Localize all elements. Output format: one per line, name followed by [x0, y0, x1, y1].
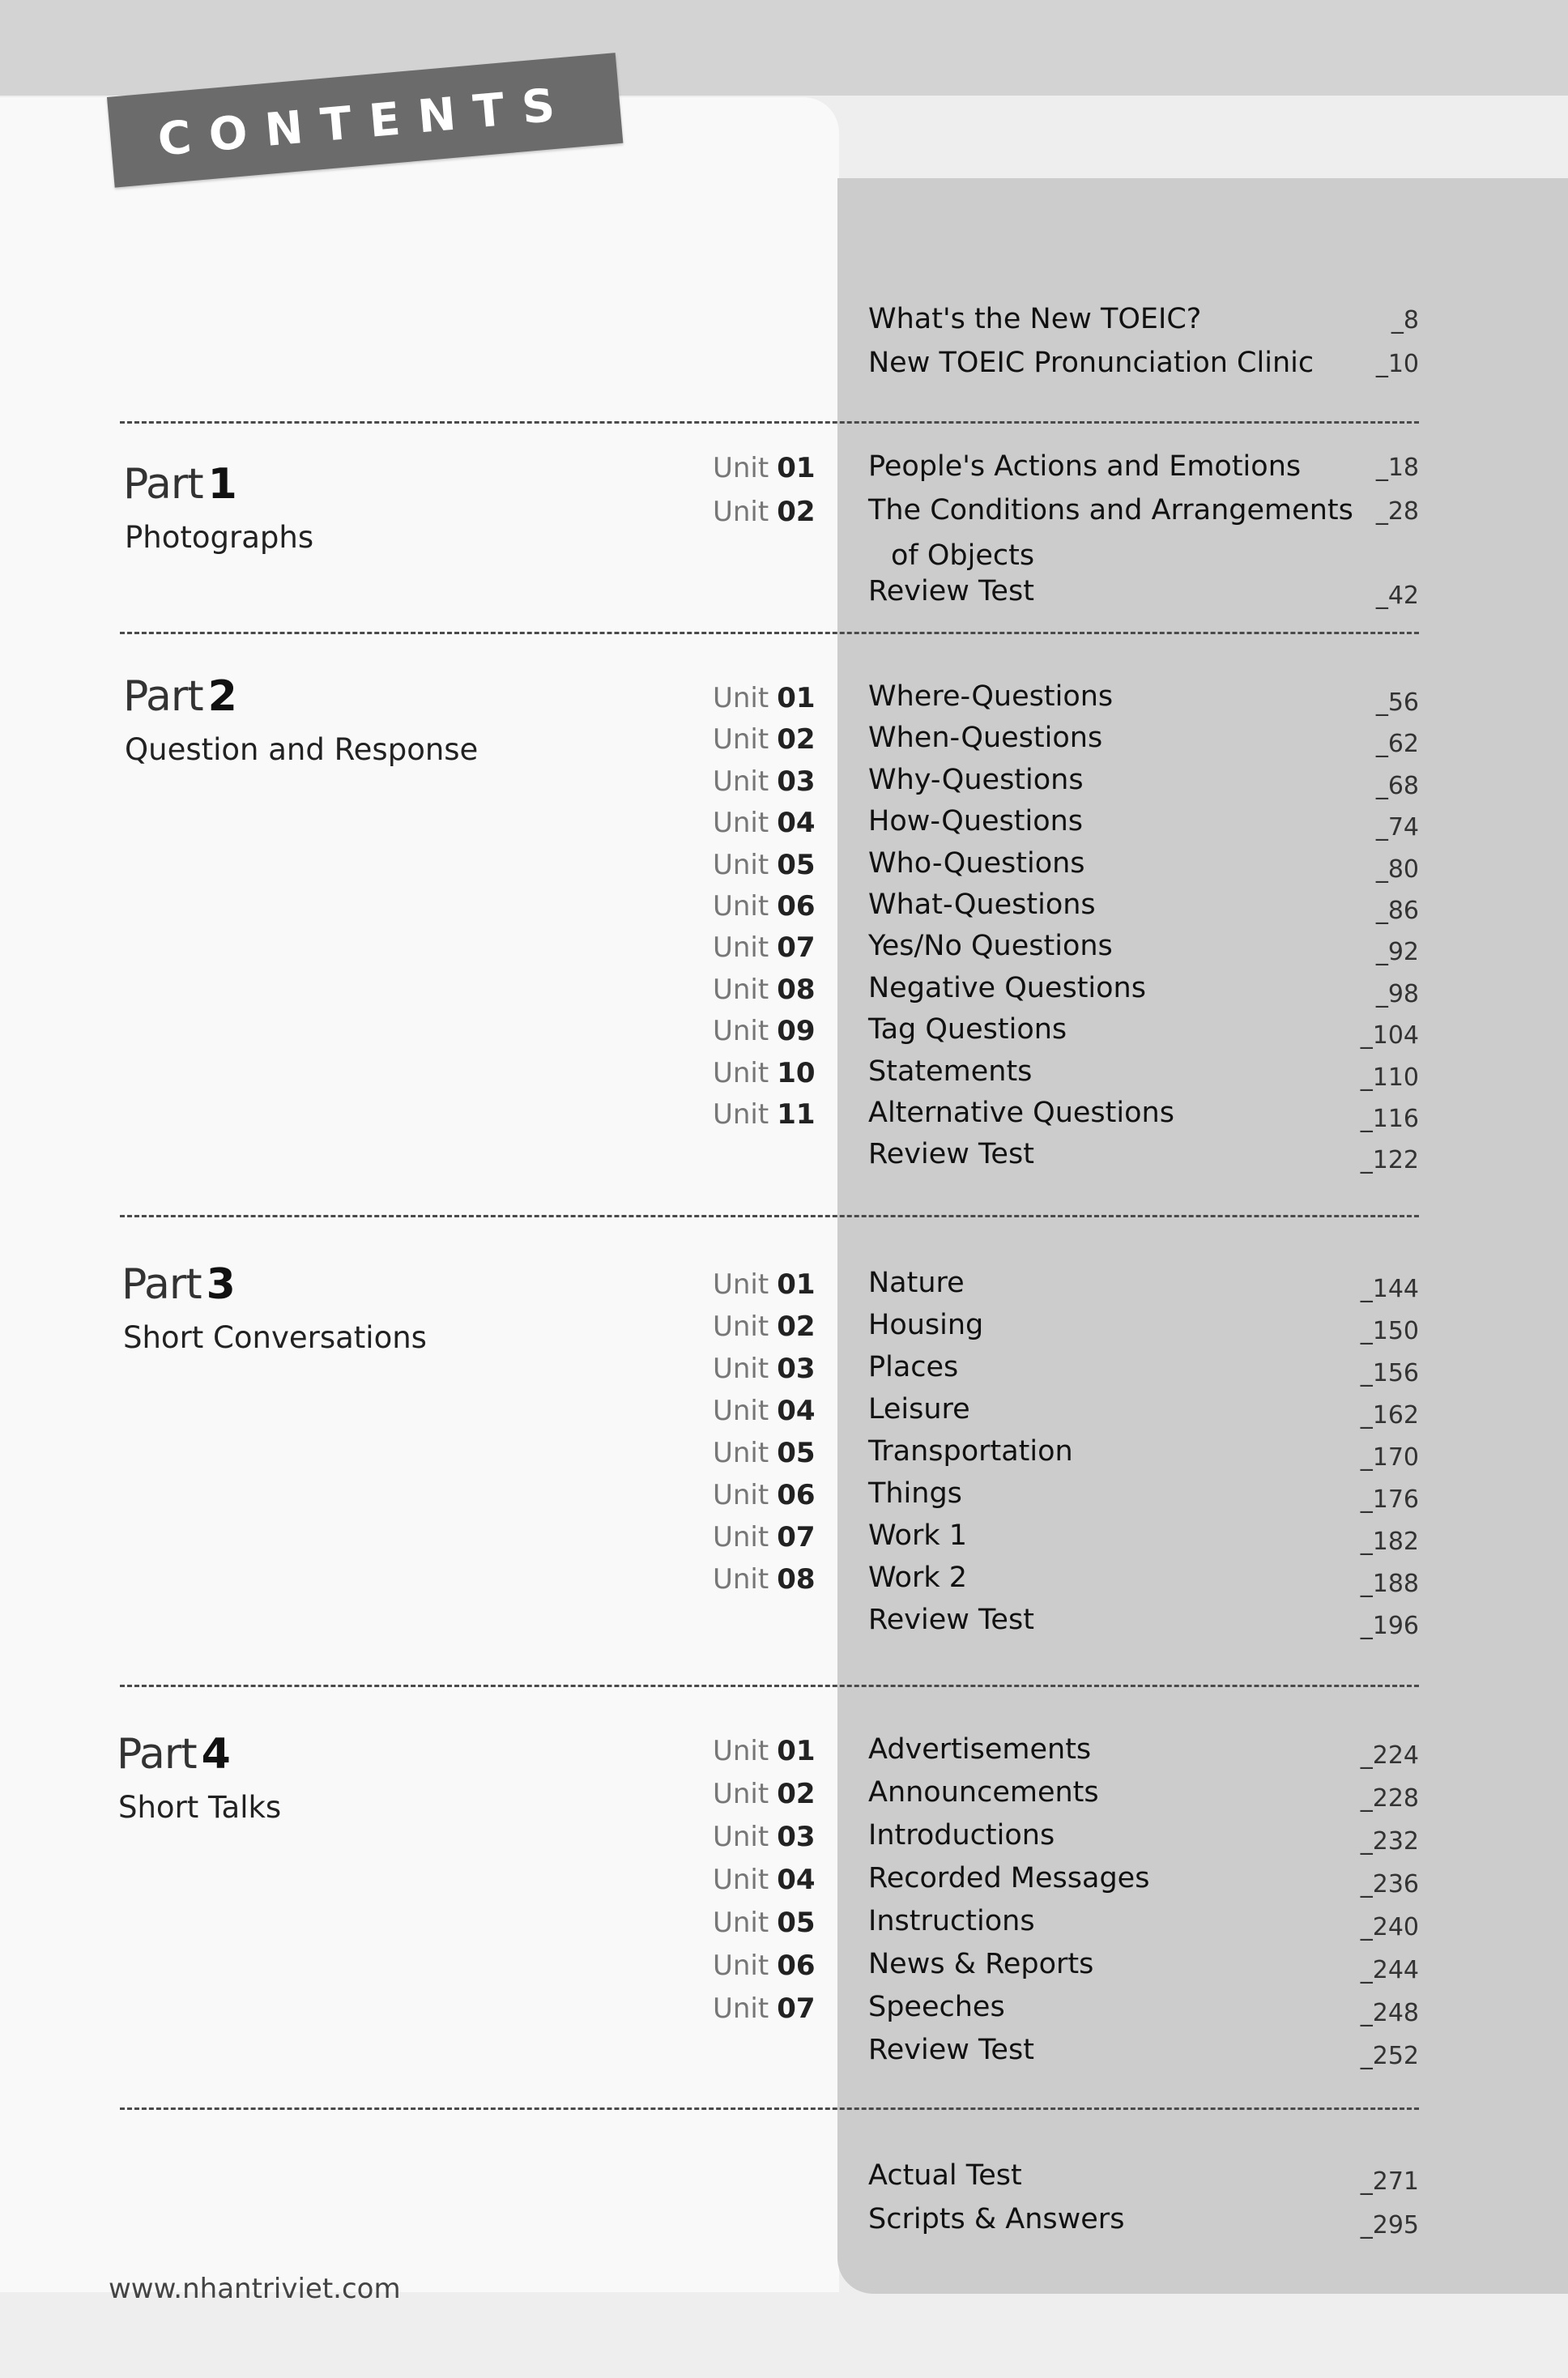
review-test-title: Review Test — [868, 575, 1034, 607]
part-title — [121, 1260, 235, 1309]
unit-word: Unit — [713, 1353, 769, 1385]
unit-word: Unit — [713, 1864, 769, 1896]
toc-page-number: _ 116 — [1356, 1105, 1419, 1133]
unit-number: 03 — [777, 1821, 816, 1853]
section-divider — [120, 632, 1419, 634]
toc-page-number: _ 248 — [1356, 1999, 1419, 2027]
toc-entry-title: Alternative Questions — [868, 1097, 1174, 1129]
unit-label — [713, 1268, 818, 1301]
unit-label — [713, 1864, 818, 1896]
toc-entry-title: Advertisements — [868, 1733, 1092, 1766]
toc-page-number: _ 74 — [1356, 813, 1419, 842]
unit-label — [713, 974, 818, 1006]
toc-page-number: _ 104 — [1356, 1021, 1419, 1050]
unit-word: Unit — [713, 1950, 769, 1982]
toc-page-number: _ 182 — [1356, 1528, 1419, 1556]
unit-number: 07 — [777, 1521, 816, 1553]
unit-word: Unit — [713, 1015, 769, 1047]
toc-page-number: _ 92 — [1356, 938, 1419, 966]
unit-word: Unit — [713, 1437, 769, 1469]
unit-word: Unit — [713, 1992, 769, 2025]
toc-entry-title: News & Reports — [868, 1948, 1094, 1980]
unit-number: 04 — [777, 807, 816, 839]
toc-page-number: _ 144 — [1356, 1275, 1419, 1303]
unit-word: Unit — [713, 807, 769, 839]
unit-number: 02 — [777, 1778, 816, 1810]
section-divider — [120, 421, 1419, 424]
toc-entry-title: Places — [868, 1351, 959, 1383]
review-test-title: Review Test — [868, 1138, 1034, 1170]
unit-label — [713, 1735, 818, 1767]
unit-label — [713, 1479, 818, 1511]
part-subtitle: Short Conversations — [123, 1320, 427, 1355]
toc-entry-title: Yes/No Questions — [868, 930, 1113, 962]
unit-number: 04 — [777, 1864, 816, 1896]
part-subtitle: Question and Response — [125, 732, 479, 767]
toc-entry-title: Introductions — [868, 1819, 1055, 1852]
unit-label — [713, 1992, 818, 2025]
unit-label — [713, 496, 818, 528]
unit-number: 05 — [777, 1907, 816, 1939]
unit-number: 03 — [777, 765, 816, 798]
section-divider — [120, 2107, 1419, 2110]
unit-number: 04 — [777, 1395, 816, 1427]
unit-number: 01 — [777, 1268, 816, 1301]
toc-page-number: _ 236 — [1356, 1870, 1419, 1899]
unit-word: Unit — [713, 1310, 769, 1343]
toc-entry-title: How-Questions — [868, 805, 1084, 837]
unit-label — [713, 890, 818, 923]
toc-entry-title: Leisure — [868, 1393, 970, 1426]
toc-entry-title: Actual Test — [868, 2159, 1022, 2192]
toc-page-number: _ 42 — [1356, 582, 1419, 610]
toc-entry-title: Scripts & Answers — [868, 2203, 1125, 2235]
unit-label — [713, 1907, 818, 1939]
toc-entry-title: Who-Questions — [868, 847, 1085, 880]
unit-label — [713, 765, 818, 798]
toc-entry-title: The Conditions and Arrangements — [868, 494, 1353, 526]
toc-entry-title: Instructions — [868, 1905, 1035, 1937]
toc-page-number: _ 244 — [1356, 1956, 1419, 1984]
toc-entry-title: Nature — [868, 1267, 965, 1299]
unit-word: Unit — [713, 1778, 769, 1810]
unit-number: 02 — [777, 1310, 816, 1343]
unit-label — [713, 931, 818, 964]
unit-word: Unit — [713, 1057, 769, 1089]
toc-entry-title: Tag Questions — [868, 1013, 1067, 1046]
part-number: 4 — [201, 1730, 230, 1779]
unit-number: 01 — [777, 452, 816, 484]
toc-page-number: _ 28 — [1356, 497, 1419, 526]
unit-word: Unit — [713, 765, 769, 798]
toc-entry-title: Work 1 — [868, 1519, 968, 1552]
toc-entry-title: What-Questions — [868, 889, 1096, 921]
toc-page-number: _ 86 — [1356, 897, 1419, 925]
toc-page-number: _ 176 — [1356, 1485, 1419, 1514]
unit-number: 08 — [777, 974, 816, 1006]
unit-number: 08 — [777, 1563, 816, 1596]
unit-word: Unit — [713, 849, 769, 881]
unit-label — [713, 1778, 818, 1810]
toc-page-number: _ 271 — [1356, 2167, 1419, 2196]
toc-entry-title: Speeches — [868, 1991, 1005, 2023]
unit-word: Unit — [713, 682, 769, 714]
unit-number: 06 — [777, 890, 816, 923]
part-label: Part — [123, 460, 203, 509]
toc-page-number: _ 295 — [1356, 2211, 1419, 2239]
part-number: 2 — [207, 672, 236, 721]
toc-page-number: _ 10 — [1356, 350, 1419, 378]
unit-label — [713, 849, 818, 881]
unit-word: Unit — [713, 1479, 769, 1511]
toc-page-number: _ 18 — [1356, 454, 1419, 482]
unit-number: 03 — [777, 1353, 816, 1385]
toc-page-number: _ 156 — [1356, 1359, 1419, 1387]
part-label: Part — [117, 1730, 197, 1779]
review-test-title: Review Test — [868, 1604, 1034, 1636]
part-subtitle: Photographs — [125, 520, 314, 555]
unit-number: 10 — [777, 1057, 816, 1089]
toc-entry-title: Negative Questions — [868, 972, 1146, 1004]
unit-word: Unit — [713, 496, 769, 528]
toc-page-number: _ 122 — [1356, 1146, 1419, 1174]
unit-word: Unit — [713, 890, 769, 923]
toc-page-number: _ 196 — [1356, 1612, 1419, 1640]
part-subtitle: Short Talks — [118, 1790, 282, 1825]
toc-page-number: _ 252 — [1356, 2042, 1419, 2070]
unit-number: 09 — [777, 1015, 816, 1047]
toc-entry-title: Housing — [868, 1309, 984, 1341]
unit-label — [713, 1437, 818, 1469]
unit-number: 05 — [777, 1437, 816, 1469]
unit-label — [713, 1015, 818, 1047]
toc-page-number: _ 98 — [1356, 980, 1419, 1008]
toc-entry-title: People's Actions and Emotions — [868, 450, 1302, 483]
toc-page-number: _ 228 — [1356, 1784, 1419, 1813]
toc-page-number: _ 232 — [1356, 1827, 1419, 1856]
unit-word: Unit — [713, 1821, 769, 1853]
unit-number: 07 — [777, 931, 816, 964]
unit-number: 05 — [777, 849, 816, 881]
part-title — [123, 460, 236, 509]
toc-page-number: _ 110 — [1356, 1063, 1419, 1092]
footer-url: www.nhantriviet.com — [109, 2273, 401, 2305]
toc-entry-title: Why-Questions — [868, 764, 1084, 796]
unit-number: 06 — [777, 1950, 816, 1982]
section-divider — [120, 1685, 1419, 1687]
unit-word: Unit — [713, 1268, 769, 1301]
part-number: 1 — [207, 460, 236, 509]
unit-label — [713, 1563, 818, 1596]
unit-word: Unit — [713, 1521, 769, 1553]
toc-page-number: _ 240 — [1356, 1913, 1419, 1941]
toc-page-number: _ 8 — [1356, 306, 1419, 335]
unit-word: Unit — [713, 1735, 769, 1767]
part-label: Part — [123, 672, 203, 721]
toc-page-number: _ 150 — [1356, 1317, 1419, 1345]
toc-entry-title: Work 2 — [868, 1562, 968, 1594]
unit-word: Unit — [713, 1907, 769, 1939]
unit-number: 02 — [777, 496, 816, 528]
unit-number: 07 — [777, 1992, 816, 2025]
unit-label — [713, 807, 818, 839]
unit-label — [713, 1821, 818, 1853]
unit-number: 06 — [777, 1479, 816, 1511]
unit-label — [713, 1057, 818, 1089]
unit-label — [713, 1521, 818, 1553]
toc-entry-title: Announcements — [868, 1776, 1099, 1809]
toc-page-number: _ 170 — [1356, 1443, 1419, 1472]
unit-label — [713, 1098, 818, 1131]
part-number: 3 — [206, 1260, 235, 1309]
part-label: Part — [121, 1260, 202, 1309]
unit-label — [713, 1310, 818, 1343]
unit-number: 01 — [777, 682, 816, 714]
toc-page-number: _ 56 — [1356, 688, 1419, 717]
toc-entry-title-continued: of Objects — [891, 539, 1035, 572]
part-title — [117, 1730, 230, 1779]
unit-label — [713, 682, 818, 714]
toc-page-number: _ 62 — [1356, 730, 1419, 758]
part-title — [123, 672, 236, 721]
unit-word: Unit — [713, 1098, 769, 1131]
unit-word: Unit — [713, 723, 769, 756]
unit-label — [713, 1353, 818, 1385]
review-test-title: Review Test — [868, 2034, 1034, 2066]
toc-page-number: _ 224 — [1356, 1741, 1419, 1770]
unit-word: Unit — [713, 1563, 769, 1596]
contents-title: CONTENTS — [156, 77, 575, 167]
unit-label — [713, 723, 818, 756]
unit-label — [713, 452, 818, 484]
toc-entry-title: What's the New TOEIC? — [868, 303, 1202, 335]
unit-label — [713, 1950, 818, 1982]
toc-entry-title: Recorded Messages — [868, 1862, 1150, 1894]
toc-page-number: _ 162 — [1356, 1401, 1419, 1430]
section-divider — [120, 1215, 1419, 1217]
unit-word: Unit — [713, 974, 769, 1006]
toc-page-number: _ 68 — [1356, 772, 1419, 800]
toc-entry-title: Where-Questions — [868, 680, 1114, 713]
toc-entry-title: Things — [868, 1477, 962, 1510]
toc-page-number: _ 80 — [1356, 855, 1419, 884]
unit-word: Unit — [713, 452, 769, 484]
unit-number: 11 — [777, 1098, 816, 1131]
unit-number: 01 — [777, 1735, 816, 1767]
toc-entry-title: Transportation — [868, 1435, 1073, 1468]
toc-entry-title: When-Questions — [868, 722, 1103, 754]
unit-label — [713, 1395, 818, 1427]
toc-entry-title: New TOEIC Pronunciation Clinic — [868, 347, 1314, 379]
toc-entry-title: Statements — [868, 1055, 1033, 1088]
unit-word: Unit — [713, 931, 769, 964]
unit-word: Unit — [713, 1395, 769, 1427]
toc-page-number: _ 188 — [1356, 1570, 1419, 1598]
unit-number: 02 — [777, 723, 816, 756]
